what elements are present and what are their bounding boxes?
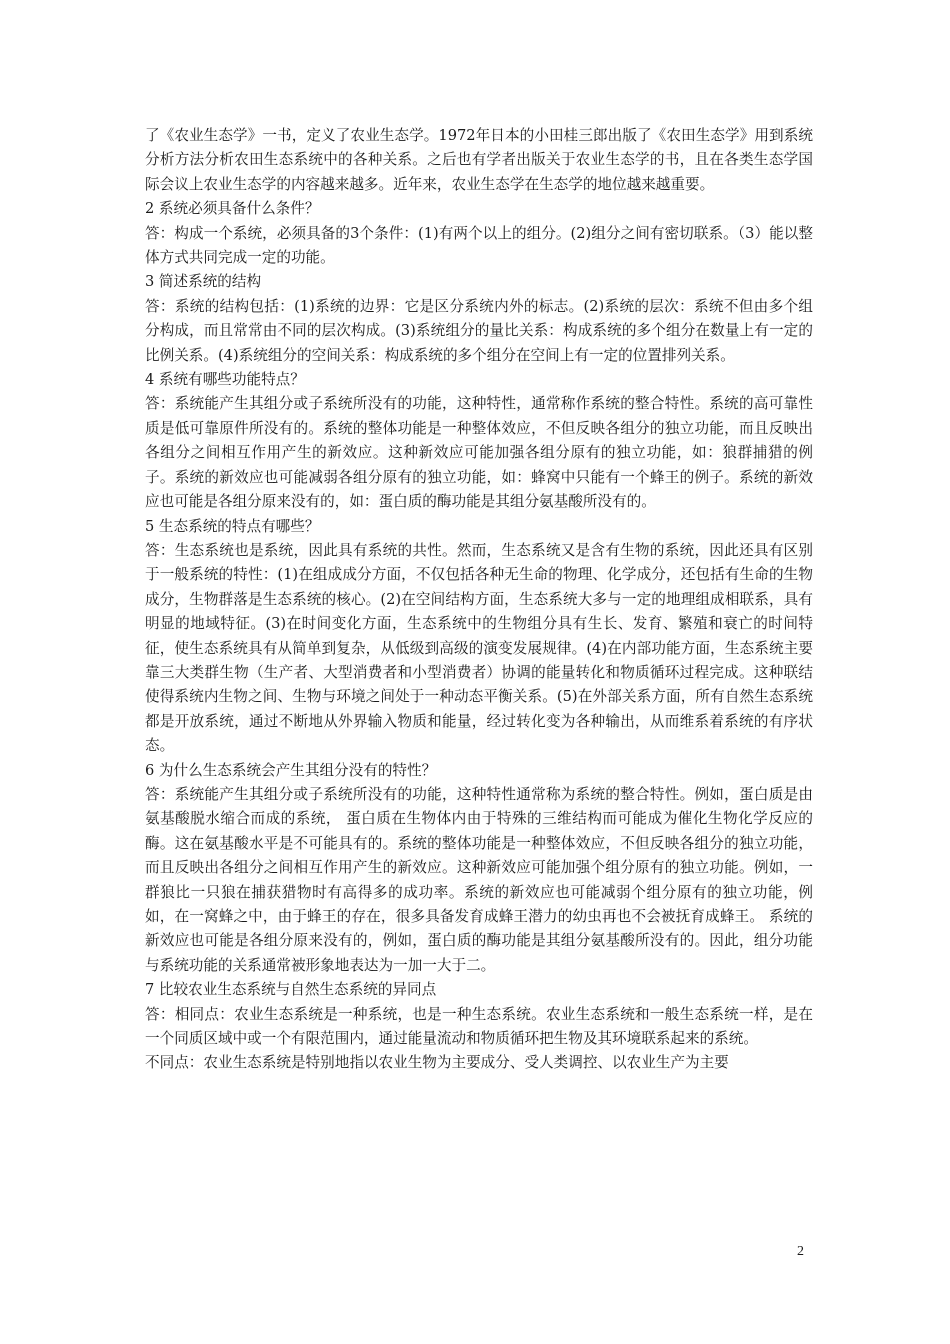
answer-5: 答：生态系统也是系统，因此具有系统的共性。然而，生态系统又是含有生物的系统，因此还具有区别于一般系统的特性：(1)在组成成分方面，不仅包括各种无生命的物理、化学成分，还包括有生命的生物成分，生物群落是生态系统的核心。(2)在空间结构方面，生态系统大多与一定的地理组成相联系，具有明显的地域特征。(3)在时间变化方面，生态系统中的生物组分具有生长、发育、繁殖和衰亡的时间特征，使生态系统具有从简单到复杂，从低级到高级的演变发展规律。(4)在内部功能方面，生态系统主要靠三大类群生物（生产者、大型消费者和小型消费者）协调的能量转化和物质循环过程完成。这种联结使得系统内生物之间、生物与环境之间处于一种动态平衡关系。(5)在外部关系方面，所有自然生态系统都是开放系统，通过不断地从外界输入物质和能量，经过转化变为各种输出，从而维系着系统的有序状态。 [145, 541, 813, 755]
question-6-heading: 6 为什么生态系统会产生其组分没有的特性？ [145, 761, 437, 779]
page-number: 2 [797, 1244, 804, 1259]
paragraph-intro: 了《农业生态学》一书，定义了农业生态学。1972年日本的小田桂三郎出版了《农田生态学》用到系统分析方法分析农田生态系统中的各种关系。之后也有学者出版关于农业生态学的书，且在各类生态学国际会议上农业生态学的内容越来越多。近年来，农业生态学在生态学的地位越来越重要。 [145, 127, 813, 193]
answer-7-similarities: 答：相同点：农业生态系统是一种系统，也是一种生态系统。农业生态系统和一般生态系统一样，是在一个同质区域中或一个有限范围内，通过能量流动和物质循环把生物及其环境联系起来的系统。 [145, 1005, 813, 1048]
answer-7-differences: 不同点：农业生态系统是特别地指以农业生物为主要成分、受人类调控、以农业生产为主要 [145, 1054, 729, 1072]
question-4-heading: 4 系统有哪些功能特点？ [145, 371, 305, 389]
question-3-heading: 3 简述系统的结构 [145, 273, 262, 291]
answer-6: 答：系统能产生其组分或子系统所没有的功能，这种特性通常称为系统的整合特性。例如，蛋白质是由氨基酸脱水缩合而成的系统， 蛋白质在生物体内由于特殊的三维结构而可能成为催化生物化学反应的酶。这在氨基酸水平是不可能具有的。系统的整体功能是一种整体效应，不但反映各组分的独立功能，而且反映出各组分之间相互作用产生的新效应。这种新效应可能加强个组分原有的独立功能。例如，一群狼比一只狼在捕获猎物时有高得多的成功率。系统的新效应也可能减弱个组分原有的独立功能，例如，在一窝蜂之中，由于蜂王的存在，很多具备发育成蜂王潜力的幼虫再也不会被抚育成蜂王。 系统的新效应也可能是各组分原来没有的，例如，蛋白质的酶功能是其组分氨基酸所没有的。因此，组分功能与系统功能的关系通常被形象地表达为一加一大于二。 [145, 785, 813, 974]
answer-3: 答：系统的结构包括：(1)系统的边界：它是区分系统内外的标志。(2)系统的层次：系统不但由多个组分构成，而且常常由不同的层次构成。(3)系统组分的量比关系：构成系统的多个组分在数量上有一定的比例关系。(4)系统组分的空间关系：构成系统的多个组分在空间上有一定的位置排列关系。 [145, 297, 813, 364]
answer-4: 答：系统能产生其组分或子系统所没有的功能，这种特性，通常称作系统的整合特性。系统的高可靠性质是低可靠原件所没有的。系统的整体功能是一种整体效应，不但反映各组分的独立功能，而且反映出各组分之间相互作用产生的新效应。这种新效应可能加强各组分原有的独立功能，如：狼群捕猎的例子。系统的新效应也可能减弱各组分原有的独立功能，如：蜂窝中只能有一个蜂王的例子。系统的新效应也可能是各组分原来没有的，如：蛋白质的酶功能是其组分氨基酸所没有的。 [145, 395, 813, 511]
question-5-heading: 5 生态系统的特点有哪些？ [145, 517, 320, 535]
question-7-heading: 7 比较农业生态系统与自然生态系统的异同点 [145, 981, 437, 999]
answer-2: 答：构成一个系统，必须具备的3个条件：(1)有两个以上的组分。(2)组分之间有密切联系。（3）能以整体方式共同完成一定的功能。 [145, 224, 813, 267]
question-2-heading: 2 系统必须具备什么条件？ [145, 200, 320, 218]
body-text [145, 124, 813, 1076]
